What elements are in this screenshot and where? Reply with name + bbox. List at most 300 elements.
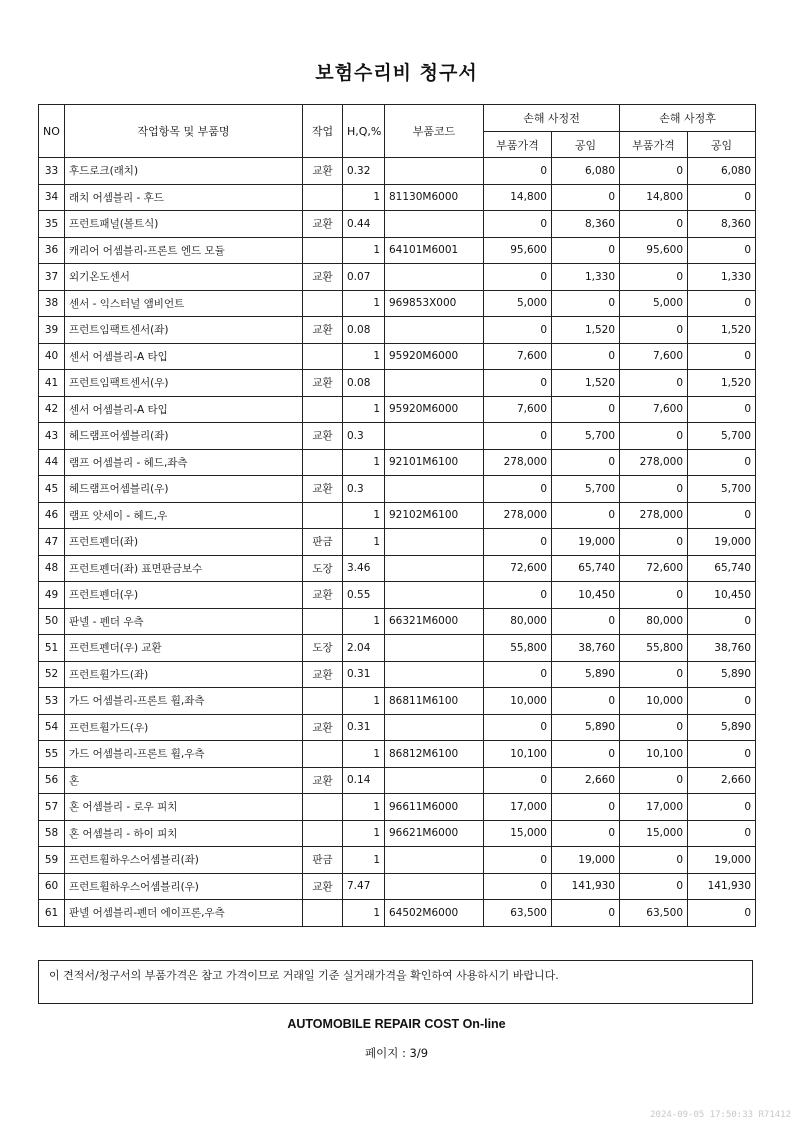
cell-before-labor: 0 xyxy=(552,449,620,476)
table-row xyxy=(39,317,756,344)
cell-part-code: 92102M6100 xyxy=(385,502,484,529)
cell-work-type xyxy=(303,608,343,635)
cell-after-labor: 1,520 xyxy=(688,317,756,344)
cell-no: 40 xyxy=(39,343,65,370)
cell-work-type: 교환 xyxy=(303,661,343,688)
cell-after-part-price: 95,600 xyxy=(620,237,688,264)
cell-work-type: 교환 xyxy=(303,767,343,794)
table-row xyxy=(39,635,756,662)
cell-no: 58 xyxy=(39,820,65,847)
cell-after-part-price: 0 xyxy=(620,661,688,688)
header-before-part-price: 부품가격 xyxy=(484,132,552,158)
cell-hq: 1 xyxy=(343,237,385,264)
header-after-part-price: 부품가격 xyxy=(620,132,688,158)
cell-item-name: 프런트휠가드(우) xyxy=(65,714,303,741)
cell-before-labor: 0 xyxy=(552,502,620,529)
cell-hq: 0.08 xyxy=(343,370,385,397)
table-row xyxy=(39,290,756,317)
cell-work-type: 도장 xyxy=(303,555,343,582)
cell-before-part-price: 5,000 xyxy=(484,290,552,317)
cell-before-part-price: 278,000 xyxy=(484,449,552,476)
cell-work-type: 교환 xyxy=(303,211,343,238)
cell-part-code xyxy=(385,555,484,582)
cell-after-labor: 5,700 xyxy=(688,423,756,450)
cell-after-labor: 0 xyxy=(688,449,756,476)
cell-part-code xyxy=(385,582,484,609)
table-row xyxy=(39,688,756,715)
cell-no: 37 xyxy=(39,264,65,291)
cell-after-labor: 1,330 xyxy=(688,264,756,291)
cell-hq: 0.31 xyxy=(343,661,385,688)
cell-after-part-price: 0 xyxy=(620,847,688,874)
cell-item-name: 판넬 - 펜더 우측 xyxy=(65,608,303,635)
cell-item-name: 프런트펜더(우) xyxy=(65,582,303,609)
cell-item-name: 프런트펜더(좌) xyxy=(65,529,303,556)
cell-work-type: 교환 xyxy=(303,264,343,291)
table-body xyxy=(39,158,756,927)
cell-item-name: 램프 어셈블리 - 헤드,좌측 xyxy=(65,449,303,476)
cell-before-part-price: 14,800 xyxy=(484,184,552,211)
cell-part-code xyxy=(385,317,484,344)
cell-before-labor: 5,700 xyxy=(552,476,620,503)
cell-before-part-price: 95,600 xyxy=(484,237,552,264)
cell-after-part-price: 278,000 xyxy=(620,449,688,476)
cell-work-type xyxy=(303,820,343,847)
cell-before-part-price: 80,000 xyxy=(484,608,552,635)
cell-before-labor: 0 xyxy=(552,184,620,211)
cell-after-labor: 2,660 xyxy=(688,767,756,794)
cell-before-part-price: 7,600 xyxy=(484,396,552,423)
cell-hq: 1 xyxy=(343,900,385,927)
cell-after-labor: 0 xyxy=(688,237,756,264)
table-row xyxy=(39,158,756,185)
cell-before-part-price: 7,600 xyxy=(484,343,552,370)
header-after-labor: 공임 xyxy=(688,132,756,158)
cell-part-code: 86812M6100 xyxy=(385,741,484,768)
cell-after-part-price: 14,800 xyxy=(620,184,688,211)
cell-work-type xyxy=(303,396,343,423)
cell-work-type: 교환 xyxy=(303,423,343,450)
table-row xyxy=(39,847,756,874)
cell-after-labor: 0 xyxy=(688,688,756,715)
cell-item-name: 프런트펜더(우) 교환 xyxy=(65,635,303,662)
cell-before-part-price: 278,000 xyxy=(484,502,552,529)
cell-item-name: 후드로크(래치) xyxy=(65,158,303,185)
cell-part-code: 64502M6000 xyxy=(385,900,484,927)
cell-after-labor: 5,890 xyxy=(688,714,756,741)
cell-after-part-price: 0 xyxy=(620,264,688,291)
cell-after-part-price: 0 xyxy=(620,423,688,450)
cell-before-labor: 2,660 xyxy=(552,767,620,794)
cell-no: 61 xyxy=(39,900,65,927)
cell-before-part-price: 0 xyxy=(484,873,552,900)
table-row xyxy=(39,714,756,741)
cell-item-name: 프런트휠하우스어셈블리(우) xyxy=(65,873,303,900)
page-number: 페이지 : 3/9 xyxy=(364,1046,429,1060)
cell-after-labor: 0 xyxy=(688,820,756,847)
cell-hq: 1 xyxy=(343,608,385,635)
cell-hq: 1 xyxy=(343,741,385,768)
cell-no: 52 xyxy=(39,661,65,688)
cell-work-type xyxy=(303,184,343,211)
cell-after-labor: 8,360 xyxy=(688,211,756,238)
cell-after-part-price: 80,000 xyxy=(620,608,688,635)
cell-no: 39 xyxy=(39,317,65,344)
cell-work-type: 교환 xyxy=(303,582,343,609)
cell-part-code: 81130M6000 xyxy=(385,184,484,211)
table-row xyxy=(39,555,756,582)
cell-before-labor: 8,360 xyxy=(552,211,620,238)
cell-before-part-price: 0 xyxy=(484,264,552,291)
table-row xyxy=(39,211,756,238)
cell-part-code xyxy=(385,158,484,185)
cell-before-labor: 0 xyxy=(552,688,620,715)
cell-hq: 0.55 xyxy=(343,582,385,609)
cell-hq: 0.08 xyxy=(343,317,385,344)
cell-part-code xyxy=(385,635,484,662)
cell-before-part-price: 55,800 xyxy=(484,635,552,662)
cell-hq: 1 xyxy=(343,847,385,874)
cell-part-code xyxy=(385,529,484,556)
cell-before-labor: 0 xyxy=(552,237,620,264)
cell-part-code: 96611M6000 xyxy=(385,794,484,821)
cell-before-part-price: 0 xyxy=(484,661,552,688)
cell-after-part-price: 0 xyxy=(620,582,688,609)
cell-work-type xyxy=(303,688,343,715)
cell-work-type: 도장 xyxy=(303,635,343,662)
cell-after-labor: 0 xyxy=(688,343,756,370)
cell-work-type xyxy=(303,290,343,317)
cell-after-labor: 6,080 xyxy=(688,158,756,185)
header-before-labor: 공임 xyxy=(552,132,620,158)
cell-before-labor: 0 xyxy=(552,820,620,847)
cell-after-part-price: 0 xyxy=(620,714,688,741)
cell-after-labor: 19,000 xyxy=(688,847,756,874)
cell-work-type: 판금 xyxy=(303,847,343,874)
cell-before-part-price: 0 xyxy=(484,370,552,397)
cell-before-part-price: 0 xyxy=(484,423,552,450)
cell-item-name: 센서 어셈블리-A 타입 xyxy=(65,396,303,423)
cell-before-labor: 6,080 xyxy=(552,158,620,185)
price-notice: 이 견적서/청구서의 부품가격은 참고 가격이므로 거래일 기준 실거래가격을 확인하여 사용하시기 바랍니다. xyxy=(38,960,753,1004)
cell-part-code xyxy=(385,873,484,900)
cell-no: 60 xyxy=(39,873,65,900)
cell-after-part-price: 0 xyxy=(620,529,688,556)
cell-no: 45 xyxy=(39,476,65,503)
cell-item-name: 가드 어셈블리-프론트 휠,좌측 xyxy=(65,688,303,715)
cell-before-labor: 19,000 xyxy=(552,529,620,556)
cell-before-part-price: 63,500 xyxy=(484,900,552,927)
cell-before-part-price: 0 xyxy=(484,767,552,794)
cell-item-name: 프런트휠가드(좌) xyxy=(65,661,303,688)
cell-work-type xyxy=(303,343,343,370)
cell-before-part-price: 0 xyxy=(484,714,552,741)
header-before: 손해 사정전 xyxy=(484,105,620,132)
cell-part-code xyxy=(385,767,484,794)
cell-work-type xyxy=(303,794,343,821)
cell-before-labor: 10,450 xyxy=(552,582,620,609)
cell-before-part-price: 0 xyxy=(484,211,552,238)
cell-hq: 0.07 xyxy=(343,264,385,291)
cell-before-labor: 0 xyxy=(552,290,620,317)
cell-part-code: 95920M6000 xyxy=(385,396,484,423)
cell-after-part-price: 63,500 xyxy=(620,900,688,927)
cell-no: 57 xyxy=(39,794,65,821)
cell-no: 55 xyxy=(39,741,65,768)
table-row xyxy=(39,582,756,609)
cell-after-part-price: 0 xyxy=(620,476,688,503)
cell-hq: 0.14 xyxy=(343,767,385,794)
table-row xyxy=(39,873,756,900)
cell-after-part-price: 0 xyxy=(620,370,688,397)
table-row xyxy=(39,423,756,450)
table-row xyxy=(39,237,756,264)
table-row xyxy=(39,794,756,821)
cell-no: 54 xyxy=(39,714,65,741)
cell-work-type xyxy=(303,502,343,529)
cell-after-labor: 141,930 xyxy=(688,873,756,900)
cell-hq: 1 xyxy=(343,794,385,821)
cell-hq: 1 xyxy=(343,688,385,715)
cell-hq: 1 xyxy=(343,343,385,370)
cell-work-type: 판금 xyxy=(303,529,343,556)
cell-item-name: 판넬 어셈블리-펜더 에이프론,우측 xyxy=(65,900,303,927)
cell-after-part-price: 7,600 xyxy=(620,343,688,370)
cell-after-part-price: 17,000 xyxy=(620,794,688,821)
cell-item-name: 센서 어셈블리-A 타입 xyxy=(65,343,303,370)
cell-part-code: 96621M6000 xyxy=(385,820,484,847)
footer-title: AUTOMOBILE REPAIR COST On-line xyxy=(287,1017,506,1031)
cell-after-part-price: 10,000 xyxy=(620,688,688,715)
cell-hq: 1 xyxy=(343,529,385,556)
cell-before-labor: 5,700 xyxy=(552,423,620,450)
cell-before-labor: 1,520 xyxy=(552,370,620,397)
cell-before-labor: 141,930 xyxy=(552,873,620,900)
cell-no: 38 xyxy=(39,290,65,317)
cell-after-labor: 38,760 xyxy=(688,635,756,662)
cell-part-code: 86811M6100 xyxy=(385,688,484,715)
cell-after-part-price: 55,800 xyxy=(620,635,688,662)
table-row xyxy=(39,343,756,370)
cell-no: 47 xyxy=(39,529,65,556)
cell-before-labor: 65,740 xyxy=(552,555,620,582)
cell-work-type: 교환 xyxy=(303,317,343,344)
cell-work-type: 교환 xyxy=(303,158,343,185)
cell-hq: 7.47 xyxy=(343,873,385,900)
cell-before-labor: 0 xyxy=(552,900,620,927)
cell-item-name: 프런트임팩트센서(좌) xyxy=(65,317,303,344)
cell-after-labor: 0 xyxy=(688,608,756,635)
cell-hq: 1 xyxy=(343,396,385,423)
header-no: NO xyxy=(39,105,65,158)
table-row xyxy=(39,449,756,476)
cell-work-type xyxy=(303,900,343,927)
cell-no: 41 xyxy=(39,370,65,397)
cell-work-type: 교환 xyxy=(303,714,343,741)
cell-item-name: 가드 어셈블리-프론트 휠,우측 xyxy=(65,741,303,768)
cell-after-labor: 0 xyxy=(688,741,756,768)
cell-no: 49 xyxy=(39,582,65,609)
cell-item-name: 헤드램프어셈블리(좌) xyxy=(65,423,303,450)
cell-after-part-price: 278,000 xyxy=(620,502,688,529)
cell-before-part-price: 72,600 xyxy=(484,555,552,582)
cell-before-labor: 0 xyxy=(552,396,620,423)
cell-after-labor: 0 xyxy=(688,900,756,927)
cell-item-name: 혼 어셈블리 - 하이 피치 xyxy=(65,820,303,847)
cell-no: 34 xyxy=(39,184,65,211)
cell-part-code: 92101M6100 xyxy=(385,449,484,476)
table-row xyxy=(39,900,756,927)
cell-part-code: 66321M6000 xyxy=(385,608,484,635)
table-row xyxy=(39,741,756,768)
cell-work-type: 교환 xyxy=(303,873,343,900)
cell-after-part-price: 0 xyxy=(620,767,688,794)
cell-after-labor: 65,740 xyxy=(688,555,756,582)
table-row xyxy=(39,502,756,529)
table-row xyxy=(39,370,756,397)
cell-after-labor: 0 xyxy=(688,184,756,211)
cell-after-part-price: 15,000 xyxy=(620,820,688,847)
cell-after-part-price: 10,100 xyxy=(620,741,688,768)
print-timestamp: 2024-09-05 17:50:33 R71412 xyxy=(650,1110,791,1120)
table-row xyxy=(39,396,756,423)
cell-item-name: 혼 xyxy=(65,767,303,794)
cell-hq: 1 xyxy=(343,820,385,847)
cell-item-name: 혼 어셈블리 - 로우 피치 xyxy=(65,794,303,821)
cell-no: 46 xyxy=(39,502,65,529)
cell-no: 33 xyxy=(39,158,65,185)
cell-before-labor: 0 xyxy=(552,343,620,370)
cell-before-part-price: 0 xyxy=(484,529,552,556)
cell-before-labor: 1,330 xyxy=(552,264,620,291)
header-after: 손해 사정후 xyxy=(620,105,756,132)
table-row xyxy=(39,184,756,211)
cell-after-part-price: 0 xyxy=(620,317,688,344)
cell-no: 42 xyxy=(39,396,65,423)
cell-hq: 0.44 xyxy=(343,211,385,238)
cell-item-name: 외기온도센서 xyxy=(65,264,303,291)
table-row xyxy=(39,661,756,688)
table-row xyxy=(39,820,756,847)
cell-after-labor: 5,890 xyxy=(688,661,756,688)
cell-after-part-price: 7,600 xyxy=(620,396,688,423)
cell-work-type: 교환 xyxy=(303,476,343,503)
cell-hq: 3.46 xyxy=(343,555,385,582)
cell-work-type xyxy=(303,237,343,264)
header-work: 작업 xyxy=(303,105,343,158)
cell-before-labor: 0 xyxy=(552,794,620,821)
cell-after-labor: 0 xyxy=(688,396,756,423)
cell-part-code xyxy=(385,211,484,238)
cell-part-code xyxy=(385,476,484,503)
cell-hq: 1 xyxy=(343,449,385,476)
cell-before-part-price: 15,000 xyxy=(484,820,552,847)
cell-after-part-price: 72,600 xyxy=(620,555,688,582)
cell-work-type: 교환 xyxy=(303,370,343,397)
cell-no: 51 xyxy=(39,635,65,662)
document-title: 보험수리비 청구서 xyxy=(315,62,478,84)
cell-no: 35 xyxy=(39,211,65,238)
cell-part-code xyxy=(385,714,484,741)
cell-hq: 0.3 xyxy=(343,476,385,503)
cell-no: 48 xyxy=(39,555,65,582)
cell-item-name: 캐리어 어셈블리-프론트 엔드 모듈 xyxy=(65,237,303,264)
cell-after-labor: 0 xyxy=(688,290,756,317)
cell-after-labor: 5,700 xyxy=(688,476,756,503)
cell-item-name: 프런트임팩트센서(우) xyxy=(65,370,303,397)
cell-after-labor: 1,520 xyxy=(688,370,756,397)
cell-after-part-price: 0 xyxy=(620,158,688,185)
cell-before-part-price: 0 xyxy=(484,158,552,185)
cell-hq: 2.04 xyxy=(343,635,385,662)
cell-after-part-price: 0 xyxy=(620,873,688,900)
cell-part-code xyxy=(385,423,484,450)
cell-before-labor: 0 xyxy=(552,741,620,768)
cell-part-code: 95920M6000 xyxy=(385,343,484,370)
table-row xyxy=(39,608,756,635)
cell-no: 56 xyxy=(39,767,65,794)
cell-part-code xyxy=(385,847,484,874)
cell-hq: 0.31 xyxy=(343,714,385,741)
cell-after-labor: 0 xyxy=(688,794,756,821)
cell-after-part-price: 0 xyxy=(620,211,688,238)
cell-before-labor: 0 xyxy=(552,608,620,635)
cell-part-code xyxy=(385,370,484,397)
cell-after-labor: 0 xyxy=(688,502,756,529)
table-row xyxy=(39,476,756,503)
cell-before-labor: 1,520 xyxy=(552,317,620,344)
table-row xyxy=(39,767,756,794)
cell-no: 44 xyxy=(39,449,65,476)
cell-hq: 1 xyxy=(343,184,385,211)
cell-before-part-price: 10,100 xyxy=(484,741,552,768)
table-row xyxy=(39,529,756,556)
cell-no: 43 xyxy=(39,423,65,450)
cell-item-name: 램프 앗세이 - 헤드,우 xyxy=(65,502,303,529)
cell-item-name: 프런트펜더(좌) 표면판금보수 xyxy=(65,555,303,582)
table-row xyxy=(39,264,756,291)
cell-before-part-price: 10,000 xyxy=(484,688,552,715)
cell-no: 50 xyxy=(39,608,65,635)
cell-hq: 0.3 xyxy=(343,423,385,450)
cell-hq: 0.32 xyxy=(343,158,385,185)
cell-work-type xyxy=(303,741,343,768)
cell-before-part-price: 0 xyxy=(484,476,552,503)
cell-before-part-price: 0 xyxy=(484,847,552,874)
cell-before-labor: 19,000 xyxy=(552,847,620,874)
cell-before-labor: 5,890 xyxy=(552,714,620,741)
header-item: 작업항목 및 부품명 xyxy=(65,105,303,158)
header-code: 부품코드 xyxy=(385,105,484,158)
cell-before-labor: 38,760 xyxy=(552,635,620,662)
cell-after-part-price: 5,000 xyxy=(620,290,688,317)
cell-no: 53 xyxy=(39,688,65,715)
cell-item-name: 프런트휠하우스어셈블리(좌) xyxy=(65,847,303,874)
cell-work-type xyxy=(303,449,343,476)
cell-item-name: 센서 - 익스터널 앰비언트 xyxy=(65,290,303,317)
cell-no: 59 xyxy=(39,847,65,874)
repair-cost-table xyxy=(38,104,756,927)
cell-after-labor: 19,000 xyxy=(688,529,756,556)
header-hq: H,Q,% xyxy=(343,105,385,158)
cell-before-part-price: 0 xyxy=(484,582,552,609)
cell-hq: 1 xyxy=(343,290,385,317)
cell-before-labor: 5,890 xyxy=(552,661,620,688)
cell-item-name: 래치 어셈블리 - 후드 xyxy=(65,184,303,211)
cell-item-name: 프런트패널(볼트식) xyxy=(65,211,303,238)
cell-after-labor: 10,450 xyxy=(688,582,756,609)
cell-no: 36 xyxy=(39,237,65,264)
